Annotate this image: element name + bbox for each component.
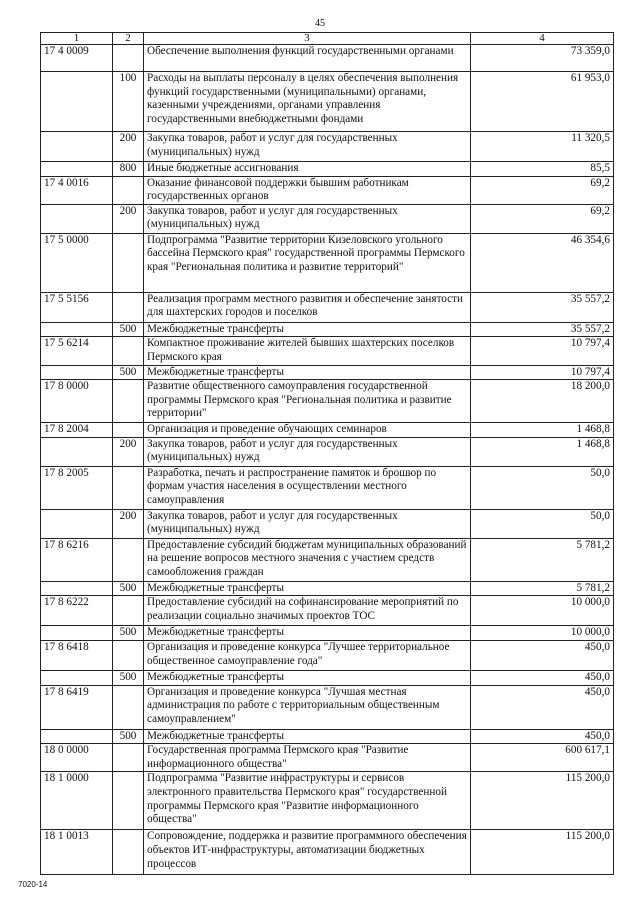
row-name: Оказание финансовой поддержки бывшим работникам государственных органов [144, 176, 471, 204]
row-code: 18 1 0000 [41, 772, 113, 830]
row-amount: 10 797,4 [471, 337, 614, 365]
row-amount: 10 000,0 [471, 596, 614, 626]
row-name: Развитие общественного самоуправления государственной программы Пермского края "Региональная политика и развитие территории" [144, 380, 471, 423]
table-row [41, 437, 614, 466]
row-amount: 69,2 [471, 204, 614, 233]
table-row [41, 670, 614, 685]
row-code: 17 8 6418 [41, 640, 113, 670]
row-type: 100 [113, 72, 144, 132]
row-code [41, 581, 113, 596]
table-row [41, 292, 614, 322]
table-row [41, 204, 614, 233]
row-amount: 10 797,4 [471, 365, 614, 380]
page-number: 45 [315, 18, 325, 29]
row-type [113, 423, 144, 438]
row-code: 17 5 6214 [41, 337, 113, 365]
row-code: 17 8 6216 [41, 538, 113, 581]
table-body [41, 45, 614, 875]
row-name: Межбюджетные трансферты [144, 322, 471, 337]
row-amount: 1 468,8 [471, 423, 614, 438]
row-type [113, 538, 144, 581]
row-name: Межбюджетные трансферты [144, 626, 471, 641]
table-row [41, 509, 614, 538]
table-row [41, 640, 614, 670]
row-code: 17 5 0000 [41, 233, 113, 292]
table-row [41, 176, 614, 204]
row-code [41, 365, 113, 380]
row-name: Предоставление субсидий бюджетам муниципальных образований на решение вопросов местного значения с участием средств самообложения граждан [144, 538, 471, 581]
row-code: 18 1 0013 [41, 830, 113, 875]
row-amount: 11 320,5 [471, 132, 614, 162]
row-code: 17 8 0000 [41, 380, 113, 423]
row-amount: 115 200,0 [471, 772, 614, 830]
row-amount: 5 781,2 [471, 538, 614, 581]
row-code [41, 509, 113, 538]
table-row [41, 744, 614, 772]
table-row [41, 45, 614, 72]
row-name: Предоставление субсидий на софинансирование мероприятий по реализации социально значимых проектов ТОС [144, 596, 471, 626]
row-name: Расходы на выплаты персоналу в целях обеспечения выполнения функций государственными (муниципальными) органами, казенными учреждениями, органами управления государственными внебюджетными фондами [144, 72, 471, 132]
row-code [41, 729, 113, 744]
row-name: Организация и проведение обучающих семинаров [144, 423, 471, 438]
row-amount: 69,2 [471, 176, 614, 204]
row-type [113, 337, 144, 365]
table-row [41, 233, 614, 292]
row-name: Сопровождение, поддержка и развитие программного обеспечения объектов ИТ-инфраструктуры, автоматизации бюджетных процессов [144, 830, 471, 875]
row-name: Межбюджетные трансферты [144, 670, 471, 685]
row-name: Реализация программ местного развития и обеспечение занятости для шахтерских городов и поселков [144, 292, 471, 322]
row-type [113, 830, 144, 875]
row-name: Компактное проживание жителей бывших шахтерских поселков Пермского края [144, 337, 471, 365]
row-amount: 18 200,0 [471, 380, 614, 423]
row-code [41, 670, 113, 685]
row-type: 200 [113, 509, 144, 538]
row-name: Обеспечение выполнения функций государственными органами [144, 45, 471, 72]
row-code: 17 8 2004 [41, 423, 113, 438]
row-type: 800 [113, 162, 144, 177]
table-row [41, 72, 614, 132]
row-code [41, 162, 113, 177]
row-name: Закупка товаров, работ и услуг для государственных (муниципальных) нужд [144, 509, 471, 538]
row-type [113, 45, 144, 72]
form-code: 7020-14 [18, 880, 48, 889]
row-name: Межбюджетные трансферты [144, 581, 471, 596]
row-type: 500 [113, 581, 144, 596]
row-code [41, 437, 113, 466]
row-type: 500 [113, 365, 144, 380]
row-amount: 85,5 [471, 162, 614, 177]
row-type: 200 [113, 437, 144, 466]
row-amount: 61 953,0 [471, 72, 614, 132]
row-type [113, 233, 144, 292]
row-code: 17 8 6222 [41, 596, 113, 626]
table-row [41, 772, 614, 830]
row-amount: 450,0 [471, 729, 614, 744]
row-amount: 600 617,1 [471, 744, 614, 772]
row-type [113, 640, 144, 670]
row-amount: 50,0 [471, 509, 614, 538]
row-type: 500 [113, 729, 144, 744]
row-name: Межбюджетные трансферты [144, 729, 471, 744]
row-type [113, 685, 144, 729]
row-amount: 73 359,0 [471, 45, 614, 72]
row-code: 17 4 0016 [41, 176, 113, 204]
row-type [113, 466, 144, 509]
table-row [41, 596, 614, 626]
row-type [113, 744, 144, 772]
row-type: 200 [113, 204, 144, 233]
column-header-name: 3 [144, 33, 471, 45]
row-code [41, 322, 113, 337]
row-amount: 450,0 [471, 670, 614, 685]
row-name: Государственная программа Пермского края "Развитие информационного общества" [144, 744, 471, 772]
table-row [41, 162, 614, 177]
table-header-row [41, 33, 614, 45]
row-type: 500 [113, 670, 144, 685]
row-name: Организация и проведение конкурса "Лучшая местная администрация по работе с территориальным общественным самоуправлением" [144, 685, 471, 729]
table-row [41, 581, 614, 596]
row-name: Межбюджетные трансферты [144, 365, 471, 380]
column-header-amount: 4 [471, 33, 614, 45]
row-name: Подпрограмма "Развитие инфраструктуры и сервисов электронного правительства Пермского края" государственной программы Пермского края "Развитие информационного общества" [144, 772, 471, 830]
row-code [41, 204, 113, 233]
table-row [41, 365, 614, 380]
table-row [41, 466, 614, 509]
row-name: Закупка товаров, работ и услуг для государственных (муниципальных) нужд [144, 132, 471, 162]
table-row [41, 830, 614, 875]
row-type [113, 176, 144, 204]
row-type [113, 380, 144, 423]
table-row [41, 322, 614, 337]
row-type [113, 596, 144, 626]
row-amount: 450,0 [471, 685, 614, 729]
row-amount: 10 000,0 [471, 626, 614, 641]
row-code: 17 5 5156 [41, 292, 113, 322]
row-type: 500 [113, 322, 144, 337]
row-name: Закупка товаров, работ и услуг для государственных (муниципальных) нужд [144, 437, 471, 466]
table-row [41, 380, 614, 423]
row-amount: 1 468,8 [471, 437, 614, 466]
row-name: Закупка товаров, работ и услуг для государственных (муниципальных) нужд [144, 204, 471, 233]
table-row [41, 626, 614, 641]
row-code: 17 4 0009 [41, 45, 113, 72]
row-code [41, 132, 113, 162]
row-name: Подпрограмма "Развитие территории Кизеловского угольного бассейна Пермского края" государственной программы Пермского края "Региональная политика и развитие территорий" [144, 233, 471, 292]
row-type: 200 [113, 132, 144, 162]
row-name: Организация и проведение конкурса "Лучшее территориальное общественное самоуправление года" [144, 640, 471, 670]
row-amount: 35 557,2 [471, 292, 614, 322]
row-amount: 5 781,2 [471, 581, 614, 596]
budget-table [40, 32, 614, 875]
row-amount: 46 354,6 [471, 233, 614, 292]
column-header-code: 1 [41, 33, 113, 45]
row-name: Иные бюджетные ассигнования [144, 162, 471, 177]
table-row [41, 729, 614, 744]
row-amount: 450,0 [471, 640, 614, 670]
row-type [113, 772, 144, 830]
table-row [41, 423, 614, 438]
column-header-type: 2 [113, 33, 144, 45]
row-code: 18 0 0000 [41, 744, 113, 772]
row-type [113, 292, 144, 322]
row-type: 500 [113, 626, 144, 641]
row-code: 17 8 6419 [41, 685, 113, 729]
row-code [41, 626, 113, 641]
row-code: 17 8 2005 [41, 466, 113, 509]
table-row [41, 337, 614, 365]
table-row [41, 538, 614, 581]
row-amount: 35 557,2 [471, 322, 614, 337]
row-amount: 50,0 [471, 466, 614, 509]
row-name: Разработка, печать и распространение памяток и брошюр по формам участия населения в осуществлении местного самоуправления [144, 466, 471, 509]
table-row [41, 132, 614, 162]
row-amount: 115 200,0 [471, 830, 614, 875]
table-row [41, 685, 614, 729]
row-code [41, 72, 113, 132]
